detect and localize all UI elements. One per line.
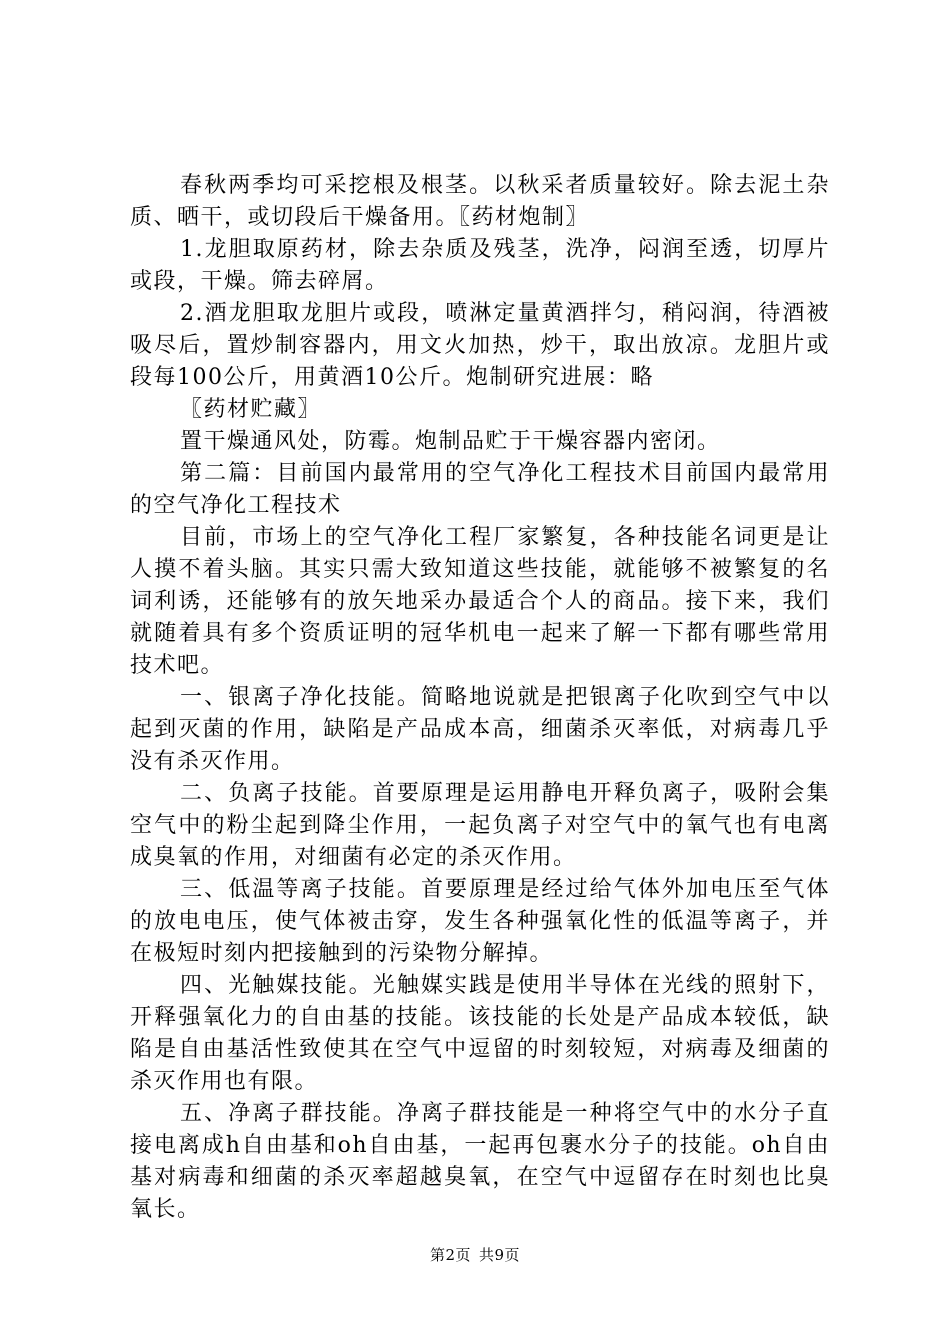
paragraph-processing-1: 1.龙胆取原药材，除去杂质及残茎，洗净，闷润至透，切厚片或段，干燥。筛去碎屑。: [130, 237, 830, 294]
paragraph-processing-2: 2.酒龙胆取龙胆片或段，喷淋定量黄酒拌匀，稍闷润，待酒被吸尽后，置炒制容器内，用文火加热，炒干，取出放凉。龙胆片或段每100公斤，用黄酒10公斤。炮制研究进展：略: [130, 301, 830, 390]
document-body: [130, 170, 830, 1226]
paragraph-storage: 置干燥通风处，防霉。炮制品贮于干燥容器内密闭。: [180, 429, 721, 454]
paragraph-harvest: 春秋两季均可采挖根及根茎。以秋采者质量较好。除去泥土杂质、晒干，或切段后干燥备用。〖药材炮制〗: [130, 173, 830, 230]
page-footer: [0, 1244, 950, 1265]
section-title-part-two: 第二篇：目前国内最常用的空气净化工程技术目前国内最常用的空气净化工程技术: [130, 461, 830, 518]
paragraph-plasma: 三、低温等离子技能。首要原理是经过给气体外加电压至气体的放电电压，使气体被击穿，发生各种强氧化性的低温等离子，并在极短时刻内把接触到的污染物分解掉。: [130, 877, 830, 966]
paragraph-storage-heading: 〖药材贮藏〗: [180, 397, 322, 422]
page-total: 共9页: [479, 1246, 521, 1264]
paragraph-intro: 目前，市场上的空气净化工程厂家繁复，各种技能名词更是让人摸不着头脑。其实只需大致知道这些技能，就能够不被繁复的名词利诱，还能够有的放矢地采办最适合个人的商品。接下来，我们就随着具有多个资质证明的冠华机电一起来了解一下都有哪些常用技术吧。: [130, 525, 830, 678]
paragraph-photocatalyst: 四、光触媒技能。光触媒实践是使用半导体在光线的照射下，开释强氧化力的自由基的技能。该技能的长处是产品成本较低，缺陷是自由基活性致使其在空气中逗留的时刻较短，对病毒及细菌的杀灭作用也有限。: [130, 973, 830, 1094]
paragraph-negative-ion: 二、负离子技能。首要原理是运用静电开释负离子，吸附会集空气中的粉尘起到降尘作用，一起负离子对空气中的氧气也有电离成臭氧的作用，对细菌有必定的杀灭作用。: [130, 781, 830, 870]
page-number: 第2页: [429, 1246, 471, 1264]
paragraph-ion-cluster: 五、净离子群技能。净离子群技能是一种将空气中的水分子直接电离成h自由基和oh自由基，一起再包裹水分子的技能。oh自由基对病毒和细菌的杀灭率超越臭氧，在空气中逗留存在时刻也比臭氧长。: [130, 1101, 830, 1222]
paragraph-silver-ion: 一、银离子净化技能。简略地说就是把银离子化吹到空气中以起到灭菌的作用，缺陷是产品成本高，细菌杀灭率低，对病毒几乎没有杀灭作用。: [130, 685, 830, 774]
